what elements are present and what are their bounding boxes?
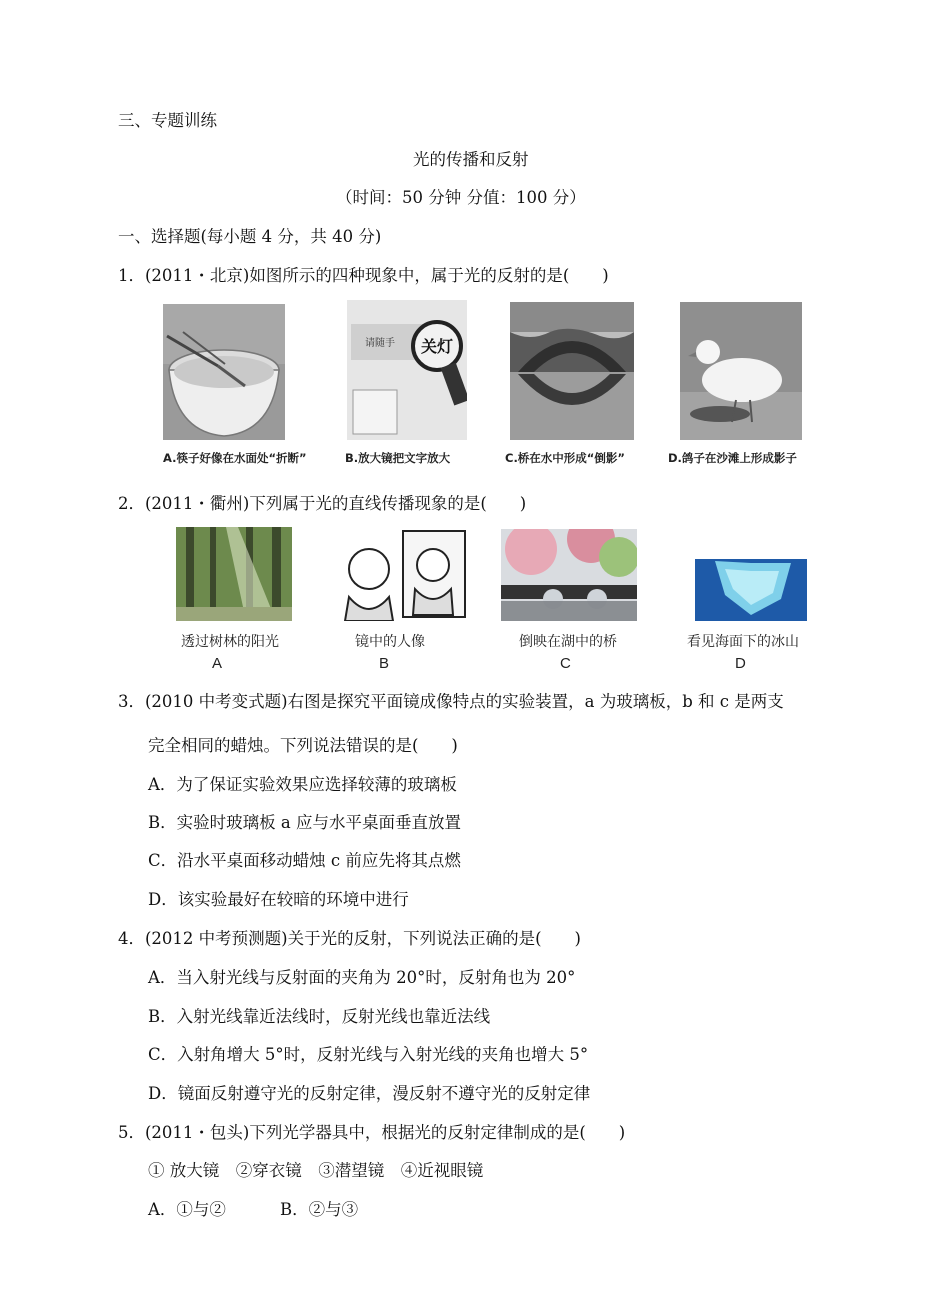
q4-option-c: C．入射角增大 5°时，反射光线与入射光线的夹角也增大 5°: [148, 1045, 589, 1064]
q1-image-d-pigeon: [680, 302, 802, 440]
document-subtitle: （时间：50 分钟 分值：100 分）: [336, 188, 586, 207]
q5-option-a: A．①与②: [148, 1200, 226, 1219]
q4-option-b: B．入射光线靠近法线时，反射光线也靠近法线: [148, 1007, 491, 1026]
question-3-stem-line1: 3．(2010 中考变式题)右图是探究平面镜成像特点的实验装置，a 为玻璃板，b 和 c 是两支: [118, 692, 784, 711]
question-3-stem-line2: 完全相同的蜡烛。下列说法错误的是( ): [148, 736, 458, 755]
q2-image-b-mirror-cartoon: [329, 527, 469, 621]
question-5-stem: 5．(2011・包头)下列光学器具中，根据光的反射定律制成的是( ): [118, 1123, 626, 1142]
question-2-stem: 2．(2011・衢州)下列属于光的直线传播现象的是( ): [118, 494, 527, 513]
q3-option-b: B．实验时玻璃板 a 应与水平桌面垂直放置: [148, 813, 461, 832]
q2-letter-c: C: [560, 655, 571, 672]
q4-option-d: D．镜面反射遵守光的反射定律，漫反射不遵守光的反射定律: [148, 1084, 591, 1103]
q1-image-a-chopsticks: [163, 304, 285, 440]
part-heading: 一、选择题(每小题 4 分，共 40 分): [118, 227, 382, 246]
q2-image-d-iceberg: [695, 529, 807, 621]
q2-image-a-forest: [176, 527, 292, 621]
q2-caption-b: 镜中的人像: [355, 634, 425, 650]
q1-caption-c: C.桥在水中形成“倒影”: [505, 451, 625, 465]
q1-image-c-bridge: [510, 302, 634, 440]
q1-caption-d: D.鸽子在沙滩上形成影子: [668, 451, 797, 465]
q1-caption-a: A.筷子好像在水面处“折断”: [163, 451, 307, 465]
section-heading: 三、专题训练: [118, 111, 217, 130]
q3-option-d: D．该实验最好在较暗的环境中进行: [148, 890, 409, 909]
question-4-stem: 4．(2012 中考预测题)关于光的反射，下列说法正确的是( ): [118, 929, 581, 948]
q1-image-b-magnifier: [347, 300, 467, 440]
q5-items: ① 放大镜 ②穿衣镜 ③潜望镜 ④近视眼镜: [148, 1161, 484, 1180]
question-1-stem: 1．(2011・北京)如图所示的四种现象中，属于光的反射的是( ): [118, 266, 609, 285]
q2-letter-b: B: [379, 655, 390, 672]
q3-option-c: C．沿水平桌面移动蜡烛 c 前应先将其点燃: [148, 851, 461, 870]
q2-caption-c: 倒映在湖中的桥: [519, 634, 617, 650]
q2-caption-d: 看见海面下的冰山: [687, 634, 799, 650]
q4-option-a: A．当入射光线与反射面的夹角为 20°时，反射角也为 20°: [148, 968, 576, 987]
q2-image-c-bridge-blossom: [501, 529, 637, 621]
q2-caption-a: 透过树林的阳光: [181, 634, 279, 650]
q1-caption-b: B.放大镜把文字放大: [345, 451, 451, 465]
document-title: 光的传播和反射: [413, 150, 529, 169]
q3-option-a: A．为了保证实验效果应选择较薄的玻璃板: [148, 775, 457, 794]
sign-text-magnified: 关灯: [421, 337, 454, 356]
q5-option-b: B．②与③: [280, 1200, 359, 1219]
q2-letter-a: A: [212, 655, 223, 672]
q2-letter-d: D: [735, 655, 746, 672]
sign-text-small: 请随手: [365, 338, 395, 349]
